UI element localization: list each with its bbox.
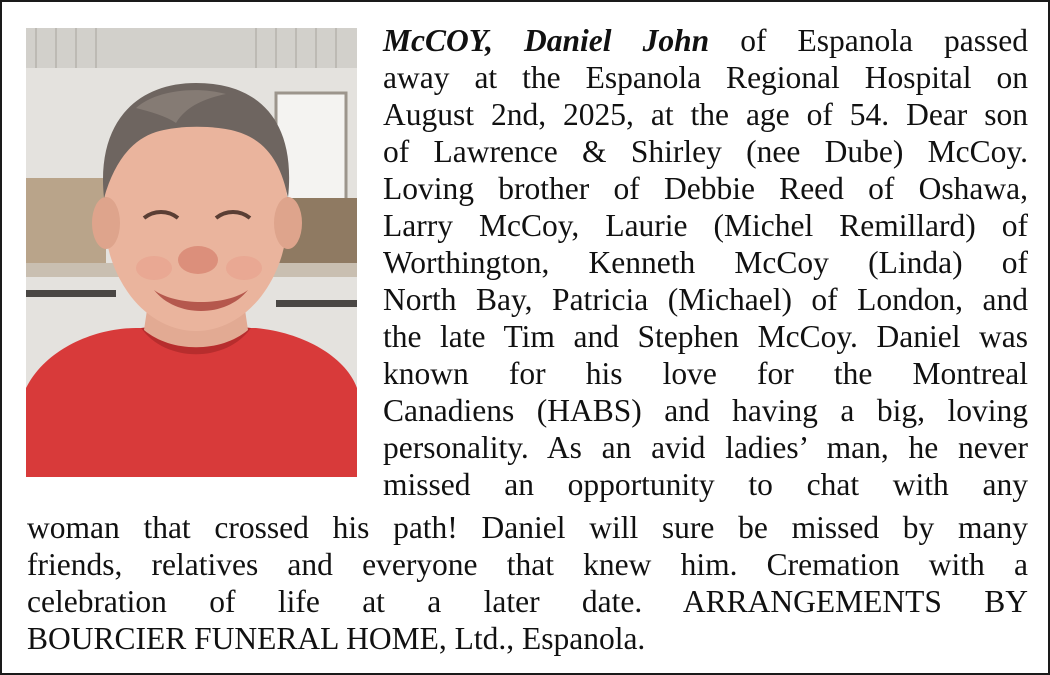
obituary-line: known for his love for the Montreal [383,356,1028,391]
obituary-line: Worthington, Kenneth McCoy (Linda) of [383,245,1028,280]
obituary-line [383,22,1028,60]
obituary-line: celebration of life at a later date. ARRANGEMENTS BY [27,584,1028,619]
obituary-line: of Lawrence & Shirley (nee Dube) McCoy. [383,134,1028,169]
obituary-line: personality. As an avid ladies’ man, he never [383,430,1028,465]
obituary-line: North Bay, Patricia (Michael) of London, and [383,282,1028,317]
obituary-line: Canadiens (HABS) and having a big, loving [383,393,1028,428]
deceased-name: McCOY, Daniel John [383,23,710,58]
obituary-line-text: of Espanola passed [709,23,1029,58]
portrait-photo [26,28,357,477]
obituary-line: BOURCIER FUNERAL HOME, Ltd., Espanola. [27,621,646,656]
obituary-line: the late Tim and Stephen McCoy. Daniel was [383,319,1028,354]
obituary-line: Loving brother of Debbie Reed of Oshawa, [383,171,1028,206]
obituary-line: away at the Espanola Regional Hospital on [383,60,1028,95]
obituary-line: Larry McCoy, Laurie (Michel Remillard) of [383,208,1028,243]
obituary-line: woman that crossed his path! Daniel will sure be missed by many [27,510,1028,545]
obituary-line: missed an opportunity to chat with any [383,467,1028,502]
obituary-line: friends, relatives and everyone that knew him. Cremation with a [27,547,1028,582]
obituary-line: August 2nd, 2025, at the age of 54. Dear son [383,97,1028,132]
